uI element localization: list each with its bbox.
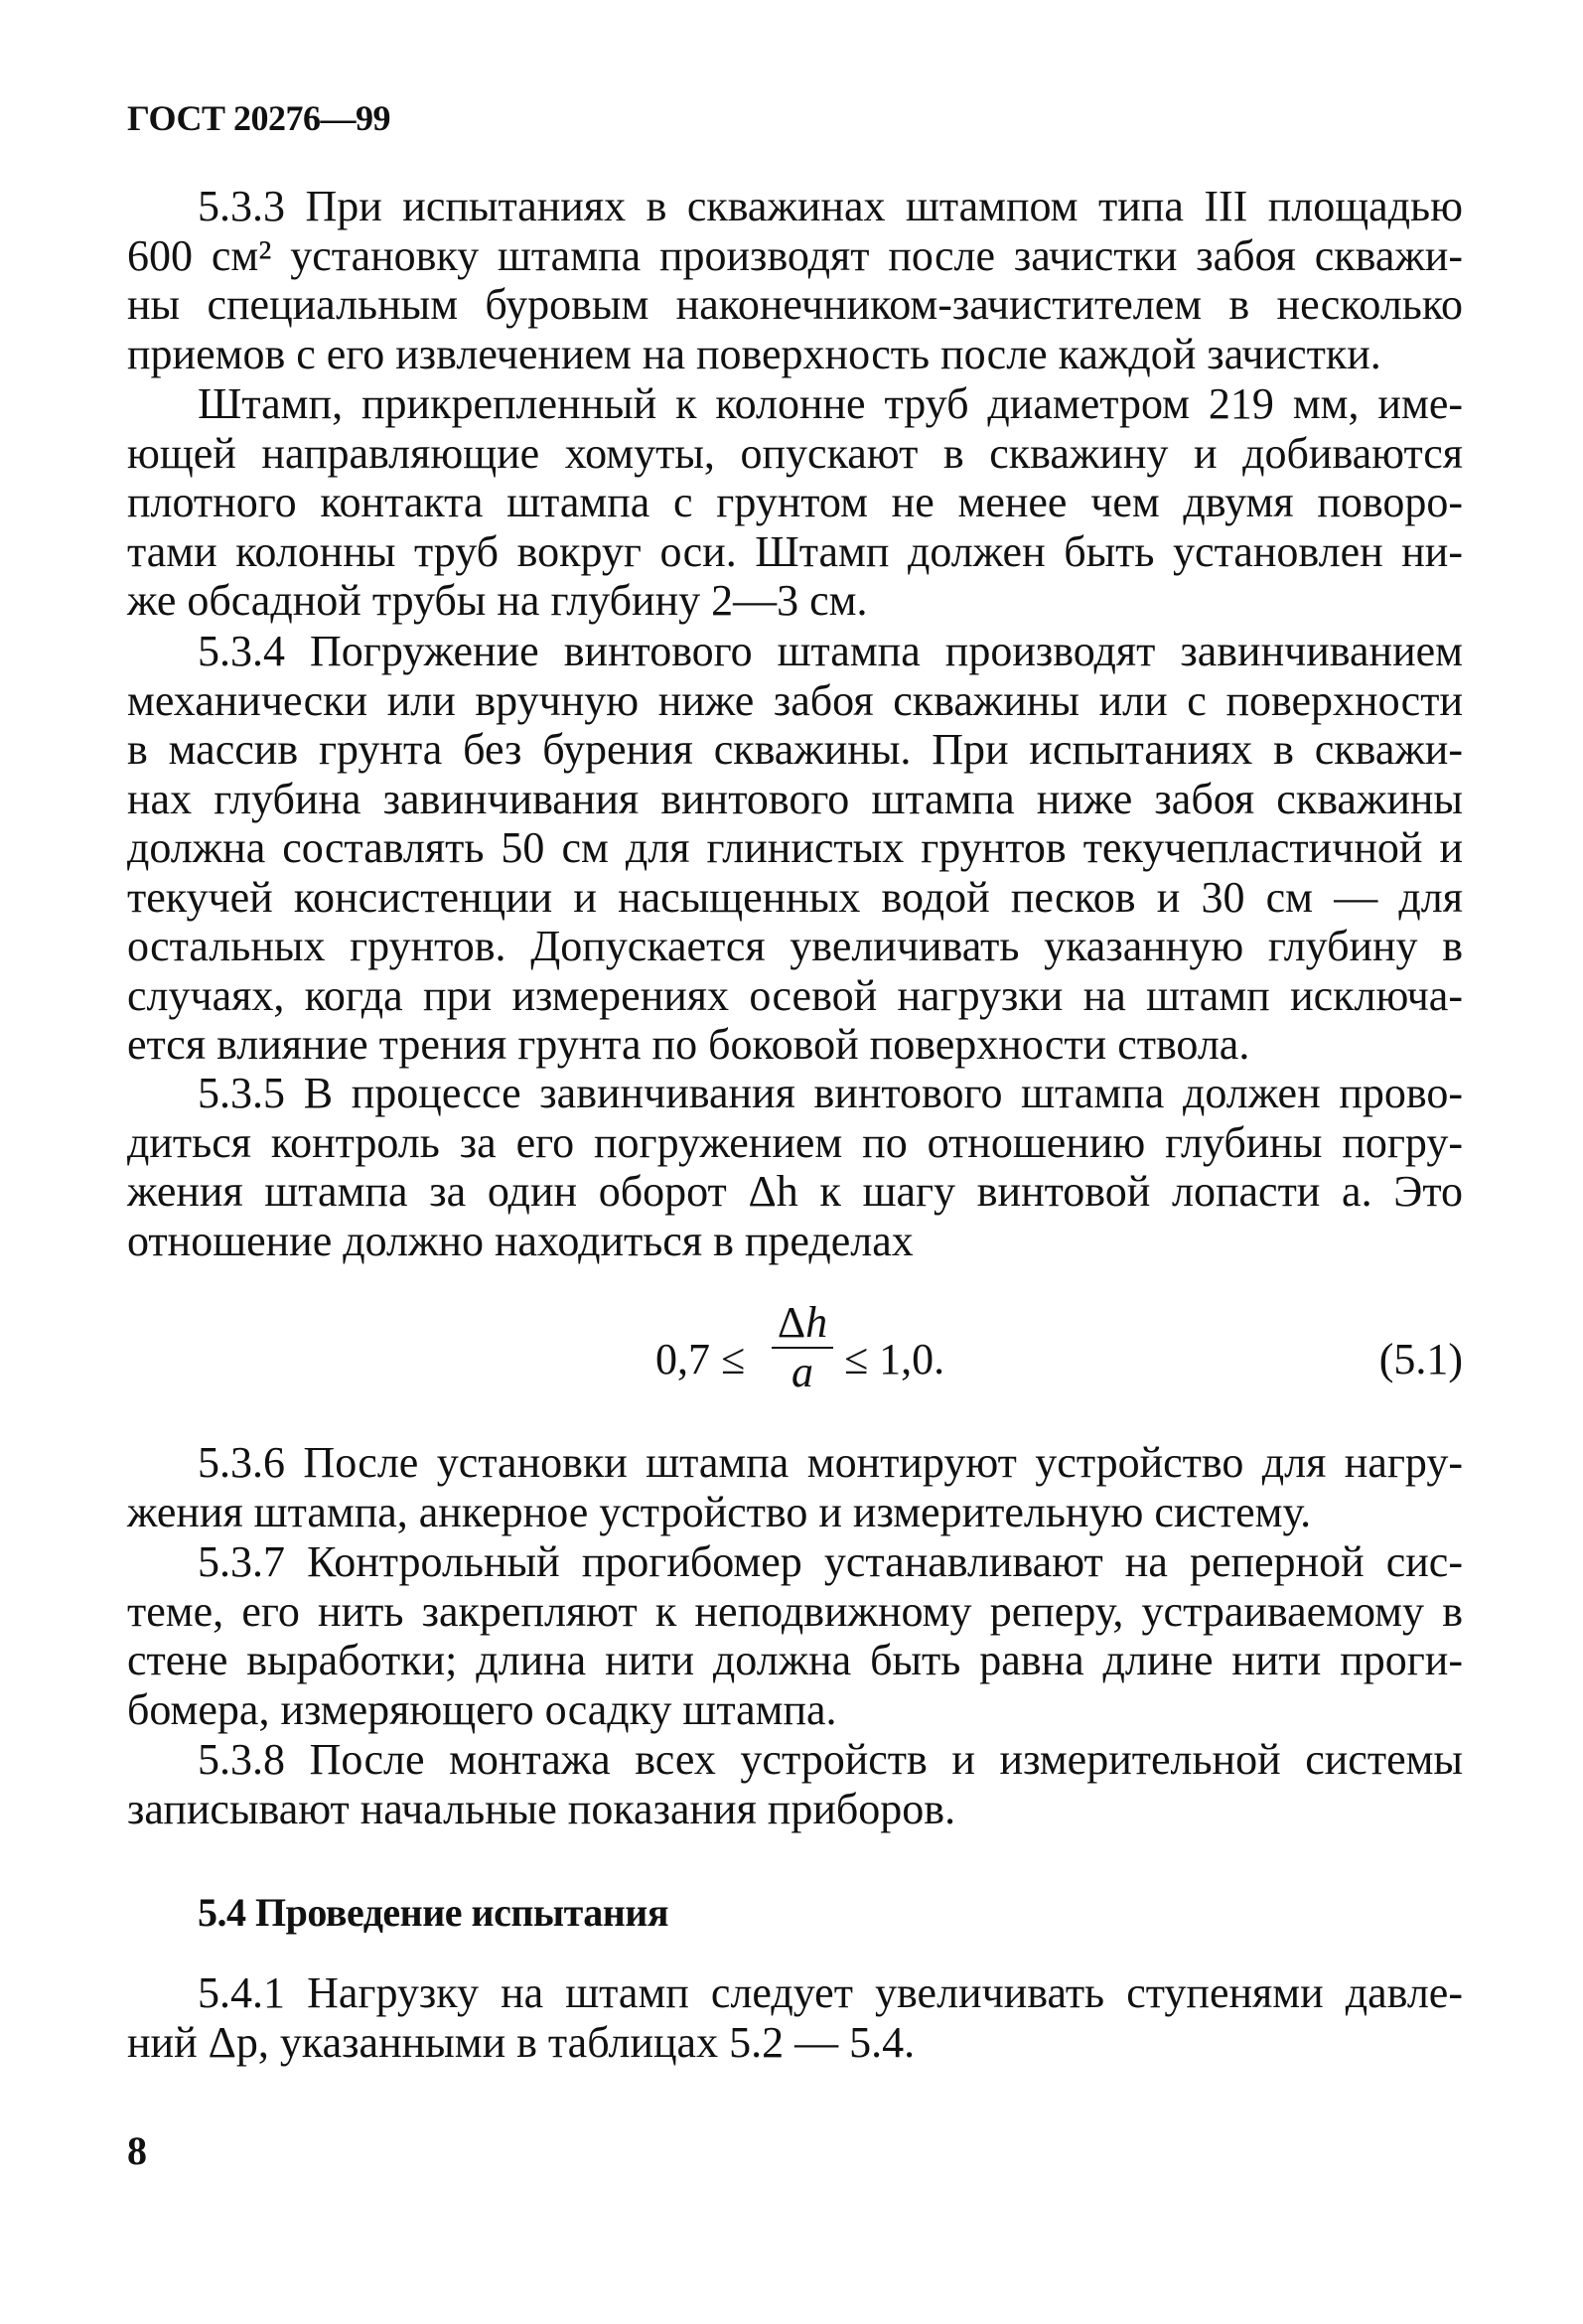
- text-line: 600 см² установку штампа производят после зачистки забоя скважи-: [127, 230, 1463, 280]
- formula-rhs: ≤ 1,0.: [844, 1335, 945, 1383]
- paragraph-5-3-7: [127, 1537, 1463, 1734]
- text-line: ны специальным буровым наконечником-зачистителем в несколько: [127, 280, 1463, 329]
- text-line: бомера, измеряющего осадку штампа.: [127, 1684, 837, 1734]
- text-line: должна составлять 50 см для глинистых грунтов текучепластичной и: [127, 823, 1463, 872]
- text-line: приемов с его извлечением на поверхность после каждой зачистки.: [127, 329, 1381, 378]
- text-line: 5.3.7 Контрольный прогибомер устанавливают на реперной сис-: [198, 1537, 1463, 1586]
- text-line: ний Δp, указанными в таблицах 5.2 — 5.4.: [127, 2017, 916, 2067]
- text-line: ющей направляющие хомуты, опускают в скважину и добиваются: [127, 428, 1463, 478]
- paragraph-5-3-4: [127, 627, 1463, 1070]
- document-header: ГОСТ 20276—99: [127, 98, 390, 138]
- formula-denominator: a: [792, 1348, 813, 1396]
- text-line: теме, его нить закрепляют к неподвижному реперу, устраиваемому в: [127, 1586, 1463, 1636]
- text-line: остальных грунтов. Допускается увеличивать указанную глубину в: [127, 922, 1463, 970]
- text-line: диться контроль за его погружением по отношению глубины погру-: [127, 1117, 1463, 1167]
- text-line: механически или вручную ниже забоя скважины или с поверхности: [127, 675, 1463, 725]
- section-title-5-4: 5.4 Проведение испытания: [198, 1890, 668, 1935]
- paragraph-5-3-3-continued: [127, 379, 1463, 626]
- text-line: записывают начальные показания приборов.: [127, 1784, 956, 1833]
- text-line: 5.3.5 В процессе завинчивания винтового штампа должен прово-: [198, 1069, 1463, 1117]
- text-line: 5.3.3 При испытаниях в скважинах штампом типа III площадью: [198, 182, 1463, 230]
- paragraph-5-4-1: [127, 1968, 1463, 2067]
- text-line: текучей консистенции и насыщенных водой песков и 30 см — для: [127, 872, 1463, 922]
- text-line: отношение должно находиться в пределах: [127, 1216, 914, 1265]
- text-line: жения штампа, анкерное устройство и измерительную систему.: [127, 1487, 1312, 1536]
- formula-lhs: 0,7 ≤: [655, 1335, 746, 1383]
- paragraph-5-3-3: [127, 182, 1463, 378]
- text-line: жения штампа за один оборот Δh к шагу винтовой лопасти a. Это: [127, 1167, 1463, 1216]
- page-number: 8: [127, 2128, 147, 2173]
- text-line: стене выработки; длина нити должна быть равна длине нити проги-: [127, 1636, 1463, 1684]
- text-line: нах глубина завинчивания винтового штампа ниже забоя скважины: [127, 774, 1463, 823]
- text-line: 5.3.4 Погружение винтового штампа производят завинчиванием: [198, 627, 1463, 675]
- paragraph-5-3-5: [127, 1069, 1463, 1265]
- text-line: тами колонны труб вокруг оси. Штамп должен быть установлен ни-: [127, 526, 1463, 576]
- text-line: же обсадной трубы на глубину 2—3 см.: [127, 576, 868, 625]
- formula-number: (5.1): [1378, 1335, 1463, 1383]
- paragraph-5-3-6: [127, 1438, 1463, 1536]
- text-line: Штамп, прикрепленный к колонне труб диаметром 219 мм, име-: [198, 379, 1463, 428]
- formula-numerator-var: h: [805, 1298, 828, 1347]
- text-line: ется влияние трения грунта по боковой поверхности ствола.: [127, 1020, 1250, 1069]
- text-line: 5.4.1 Нагрузку на штамп следует увеличивать ступенями давле-: [198, 1968, 1463, 2017]
- text-line: в массив грунта без бурения скважины. При испытаниях в скважи-: [127, 725, 1463, 774]
- text-line: 5.3.6 После установки штампа монтируют устройство для нагру-: [198, 1438, 1463, 1487]
- formula-5-1: [655, 1298, 1463, 1410]
- text-line: плотного контакта штампа с грунтом не менее чем двумя поворо-: [127, 478, 1463, 526]
- text-line: 5.3.8 После монтажа всех устройств и измерительной системы: [198, 1735, 1463, 1784]
- formula-numerator: Δh: [772, 1301, 833, 1349]
- formula-fraction: [772, 1298, 833, 1396]
- text-line: случаях, когда при измерениях осевой нагрузки на штамп исключа-: [127, 970, 1463, 1020]
- paragraph-5-3-8: [127, 1735, 1463, 1833]
